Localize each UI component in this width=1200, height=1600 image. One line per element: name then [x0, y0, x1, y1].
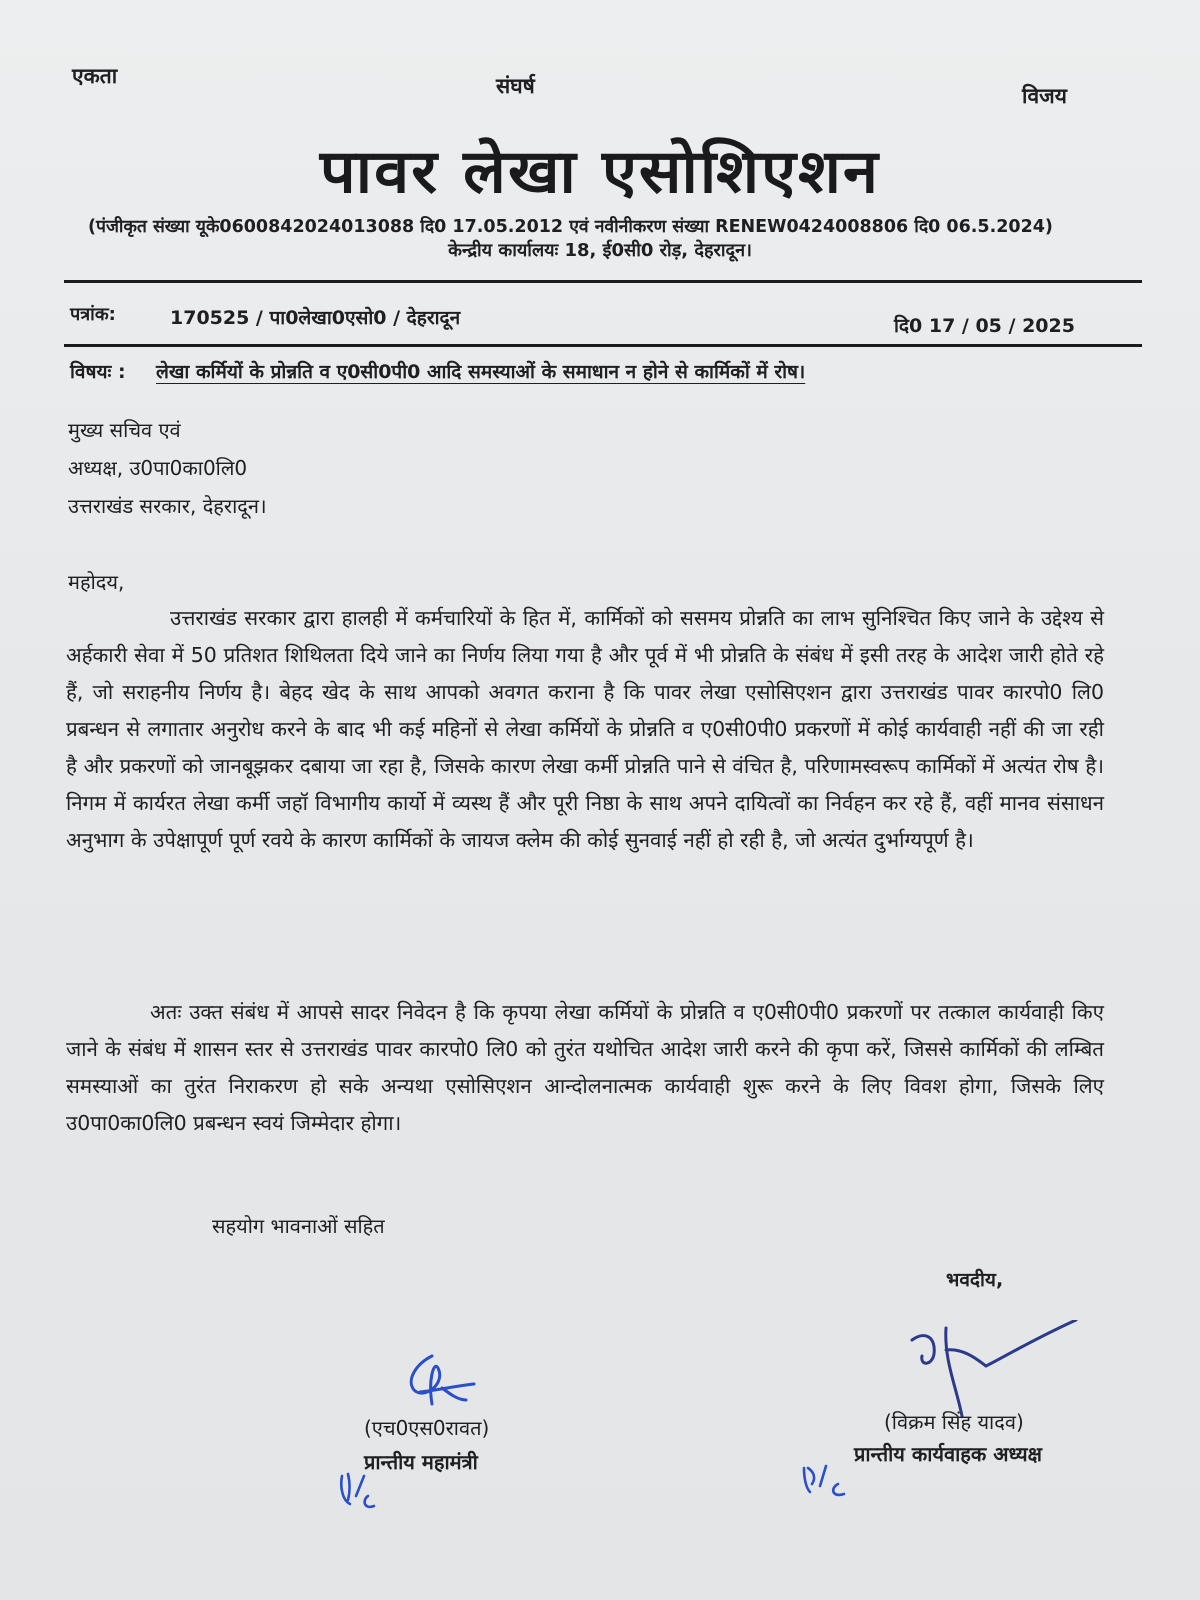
motto-ekta: एकता — [72, 64, 118, 88]
subject-text: लेखा कर्मियों के प्रोन्नति व ए0सी0पी0 आदि समस्याओं के समाधान न होने से कार्मिकों में रोष। — [156, 361, 806, 383]
organization-name: पावर लेखा एसोशिएशन — [319, 137, 881, 207]
motto-vijay: विजय — [1022, 84, 1067, 108]
closing-line: सहयोग भावनाओं सहित — [212, 1214, 385, 1238]
reference-number: 170525 / पा0लेखा0एसो0 / देहरादून — [170, 307, 461, 329]
signature-left — [398, 1350, 488, 1420]
signatory-left-title: प्रान्तीय महामंत्री — [364, 1450, 478, 1474]
salutation: महोदय, — [68, 570, 125, 594]
addressee-line-1: मुख्य सचिव एवं — [68, 418, 181, 442]
body-paragraph-1: उत्तराखंड सरकार द्वारा हालही में कर्मचारियों के हित में, कार्मिकों को ससमय प्रोन्नति का लाभ सुनिश्चित किए जाने के उद्देश्य से अर्हकारी सेवा में 50 प्रतिशत शिथिलता दिये जाने का निर्णय लिया गया है और पूर्व में भी प्रोन्नति के संबंध में इसी तरह के आदेश जारी होते रहे हैं, जो सराहनीय निर्णय है। बेहद खेद के साथ आपको अवगत कराना है कि पावर लेखा एसोसिएशन द्वारा उत्तराखंड पावर कारपो0 लि0 प्रबन्धन से लगातार अनुरोध करने के बाद भी कई महिनों से लेखा कर्मियों के प्रोन्नति व ए0सी0पी0 प्रकरणों में कोई कार्यवाही नहीं की जा रही है और प्रकरणों को जानबूझकर दबाया जा रहा है, जिसके कारण लेखा कर्मी प्रोन्नति पाने से वंचित है, परिणामस्वरूप कार्मिकों में अत्यंत रोष है। निगम में कार्यरत लेखा कर्मी जहॉ विभागीय कार्यो में व्यस्थ हैं और पूरी निष्ठा के साथ अपने दायित्वों का निर्वहन कर रहे हैं, वहीं मानव संसाधन अनुभाग के उपेक्षापूर्ण पूर्ण रवये के कारण कार्मिकों के जायज क्लेम की कोई सुनवाई नहीं हो रही है, जो अत्यंत दुर्भाग्यपूर्ण है। — [66, 606, 1104, 852]
reference-label: पत्रांक: — [70, 304, 116, 325]
addressee-line-3: उत्तराखंड सरकार, देहरादून। — [68, 494, 267, 518]
initial-mark-left — [338, 1470, 388, 1518]
reference-divider — [64, 344, 1142, 347]
motto-sangharsh: संघर्ष — [496, 74, 535, 98]
header-divider — [64, 280, 1142, 283]
signatory-right-title: प्रान्तीय कार्यवाहक अध्यक्ष — [854, 1442, 1042, 1466]
office-address: केन्द्रीय कार्यालयः 18, ई0सी0 रोड़, देहरादून। — [448, 240, 752, 261]
registration-details: (पंजीकृत संख्या यूके0600842024013088 दि0 17.05.2012 एवं नवीनीकरण संख्या RENEW0424008806 दि0 06.5.2024) — [88, 217, 1053, 237]
addressee-line-2: अध्यक्ष, उ0पा0का0लि0 — [68, 456, 248, 480]
body-paragraph-2: अतः उक्त संबंध में आपसे सादर निवेदन है कि कृपया लेखा कर्मियों के प्रोन्नति व ए0सी0पी0 प्रकरणों पर तत्काल कार्यवाही किए जाने के संबंध में शासन स्तर से उत्तराखंड पावर कारपो0 लि0 को तुरंत यथोचित आदेश जारी करने की कृपा करें, जिससे कार्मिकों की लम्बित समस्याओं का तुरंत निराकरण हो सके अन्यथा एसोसिएशन आन्दोलनात्मक कार्यवाही शुरू करने के लिए विवश होगा, जिसके लिए उ0पा0का0लि0 प्रबन्धन स्वयं जिम्मेदार होगा। — [66, 1000, 1104, 1135]
valediction: भवदीय, — [946, 1269, 1004, 1291]
initial-mark-right — [800, 1462, 852, 1506]
letter-date: दि0 17 / 05 / 2025 — [894, 315, 1075, 337]
subject-label: विषयः : — [70, 361, 126, 383]
signatory-left-name: (एच0एस0रावत) — [364, 1416, 490, 1440]
signatory-right-name: (विक्रम सिंह यादव) — [884, 1410, 1024, 1434]
